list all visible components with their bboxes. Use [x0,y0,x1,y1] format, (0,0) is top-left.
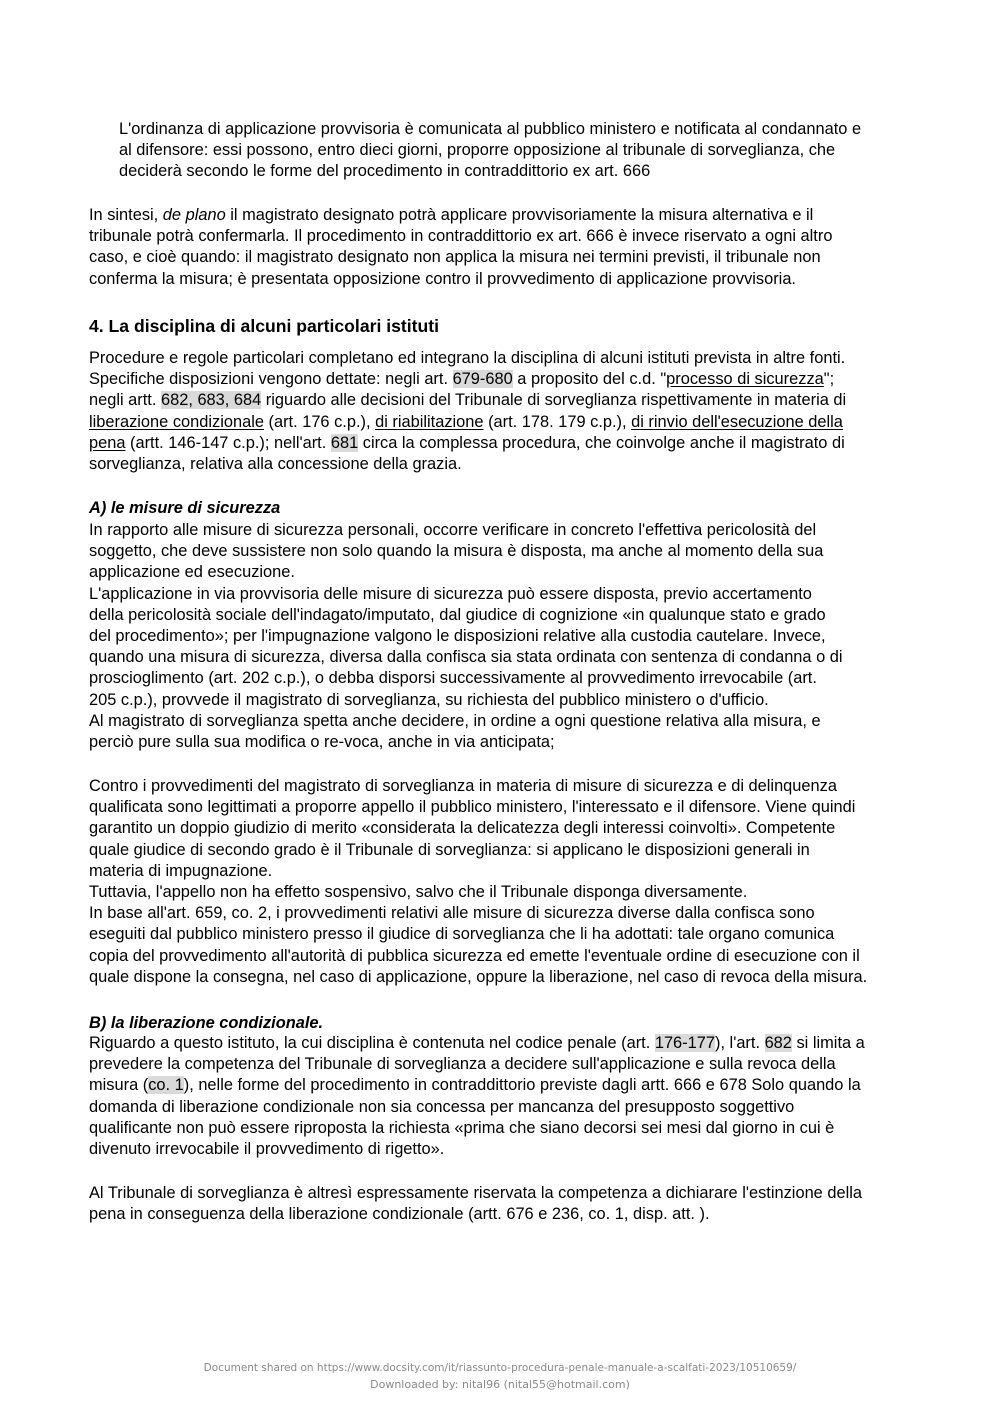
text-line: misura (co. 1), nelle forme del procedimento in contraddittorio previste dagli artt. 666 e 678 Solo quando la [89,1076,861,1095]
underlined-link[interactable]: liberazione condizionale [89,412,264,431]
summary-paragraph [89,205,939,290]
text-line: Tuttavia, l'appello non ha effetto sospensivo, salvo che il Tribunale disponga diversamente. [89,883,748,902]
text-line: pena (artt. 146-147 c.p.); nell'art. 681 circa la complessa procedura, che coinvolge anche il magistrato di [89,433,845,452]
text-line: liberazione condizionale (art. 176 c.p.), di riabilitazione (art. 178. 179 c.p.), di rinvio dell'esecuzione della [89,412,843,431]
text-line: applicazione ed esecuzione. [89,563,295,582]
text-line: qualificata sono legittimati a proporre appello il pubblico ministero, l'interessato e il difensore. Viene quindi [89,798,856,817]
text-line: 205 c.p.), provvede il magistrato di sorveglianza, su richiesta del pubblico ministero o d'ufficio. [89,690,769,709]
underlined-link[interactable]: di rinvio dell'esecuzione della [631,412,843,431]
article-reference-link[interactable]: 682 [764,1034,792,1052]
text-line: domanda di liberazione condizionale non sia concessa per mancanza del presupposto soggettivo [89,1097,795,1116]
subsection-title-b: B) la liberazione condizionale. [89,1014,324,1032]
text-line: Riguardo a questo istituto, la cui disciplina è contenuta nel codice penale (art. 176-177), l'art. 682 si limita a [89,1034,865,1052]
text-line: L'ordinanza di applicazione provvisoria è comunicata al pubblico ministero e notificata al condannato e [119,120,862,138]
text-line: della pericolosità sociale dell'indagato/imputato, dal giudice di cognizione «in qualunque stato e grado [89,605,826,624]
text-line: qualificante non può essere riproposta la richiesta «prima che siano decorsi sei mesi dal giorno in cui è [89,1118,835,1137]
text-line: Al Tribunale di sorveglianza è altresì espressamente riservata la competenza a dichiarare l'estinzione della [89,1184,862,1202]
text-line: materia di impugnazione. [89,861,273,880]
footer-shared-link[interactable]: Document shared on https://www.docsity.com/it/riassunto-procedura-penale-manuale-a-scalfati-2023/10510659/ [203,1362,797,1374]
emphasis-text: de plano [162,206,226,224]
underlined-link[interactable]: pena [89,433,126,452]
article-reference-link[interactable]: 679-680 [452,370,513,389]
text-line: Contro i provvedimenti del magistrato di sorveglianza in materia di misure di sicurezza e di delinquenza [89,777,837,795]
text-line: sorveglianza, relativa alla concessione della grazia. [89,455,462,474]
text-line: In sintesi, de plano il magistrato designato potrà applicare provvisoriamente la misura alternativa e il [89,206,814,224]
article-reference-link[interactable]: co. 1 [148,1076,184,1095]
indented-paragraph [119,119,939,183]
text-line: conferma la misura; è presentata opposizione contro il provvedimento di applicazione provvisoria. [89,269,796,288]
text-line: pena in conseguenza della liberazione condizionale (artt. 676 e 236, co. 1, disp. att. ). [89,1205,710,1224]
appeal-paragraph [89,776,939,988]
subsection-title-a: A) le misure di sicurezza [89,499,281,517]
text-line: In rapporto alle misure di sicurezza personali, occorre verificare in concreto l'effettiva pericolosità del [89,521,817,539]
footer-downloaded-by: Downloaded by: nital96 (nital55@hotmail.com) [370,1378,630,1391]
text-line: Specifiche disposizioni vengono dettate: negli art. 679-680 a proposito del c.d. "processo di sicurezza"; [89,370,835,389]
text-line: al difensore: essi possono, entro dieci giorni, proporre opposizione al tribunale di sorveglianza, che [119,141,836,160]
article-reference-link[interactable]: 681 [330,433,359,452]
text-line: quale giudice di secondo grado è il Tribunale di sorveglianza: si applicano le disposizioni generali in [89,840,810,859]
text-line: tribunale potrà confermarla. Il procedimento in contraddittorio ex art. 666 è invece riservato a ogni altro [89,227,833,246]
text-line: prevedere la competenza del Tribunale di sorveglianza a decidere sull'applicazione e sulla revoca della [89,1055,836,1074]
text-line: In base all'art. 659, co. 2, i provvedimenti relativi alle misure di sicurezza diverse dalla confisca sono [89,904,815,923]
security-measures-paragraph [89,520,939,753]
text-line: garantito un doppio giudizio di merito «considerata la delicatezza degli interessi coinvolti». Competente [89,819,836,838]
text-line: deciderà secondo le forme del procedimento in contraddittorio ex art. 666 [119,162,651,181]
conditional-release-paragraph [89,1033,939,1160]
article-reference-link[interactable]: 176-177 [654,1034,715,1052]
text-line: caso, e cioè quando: il magistrato designato non applica la misura nei termini previsti, il tribunale non [89,248,821,267]
procedures-paragraph [89,348,939,475]
text-line: copia del provvedimento all'autorità di pubblica sicurezza ed emette l'eventuale ordine di esecuzione con il [89,946,860,965]
text-line: soggetto, che deve sussistere non solo quando la misura è disposta, ma anche al momento della sua [89,542,824,561]
text-line: perciò pure sulla sua modifica o re-voca, anche in via anticipata; [89,733,555,752]
text-line: L'applicazione in via provvisoria delle misure di sicurezza può essere disposta, previo accertamento [89,584,812,603]
text-line: quando una misura di sicurezza, diversa dalla confisca sia stata ordinata con sentenza di condanna o di [89,648,843,667]
section-heading: 4. La disciplina di alcuni particolari istituti [89,316,439,336]
text-line: negli artt. 682, 683, 684 riguardo alle decisioni del Tribunale di sorveglianza rispettivamente in materia di [89,391,847,410]
underlined-link[interactable]: di riabilitazione [375,412,484,431]
text-line: divenuto irrevocabile il provvedimento di rigetto». [89,1140,445,1159]
underlined-link[interactable]: processo di sicurezza [666,370,824,389]
text-line: del procedimento»; per l'impugnazione valgono le disposizioni relative alla custodia cautelare. Invece, [89,627,826,646]
text-line: Al magistrato di sorveglianza spetta anche decidere, in ordine a ogni questione relativa alla misura, e [89,711,821,730]
text-line: Procedure e regole particolari completano ed integrano la disciplina di alcuni istituti prevista in altre fonti. [89,349,846,367]
text-line: eseguiti dal pubblico ministero presso il giudice di sorveglianza che li ha adottati: tale organo comunica [89,925,835,944]
text-line: quale dispone la consegna, nel caso di applicazione, oppure la liberazione, nel caso di revoca della misura. [89,967,868,986]
article-reference-link[interactable]: 682, 683, 684 [160,391,262,410]
extinction-paragraph [89,1183,939,1225]
text-line: proscioglimento (art. 202 c.p.), o debba disporsi successivamente al provvedimento irrevocabile (art. [89,669,817,688]
